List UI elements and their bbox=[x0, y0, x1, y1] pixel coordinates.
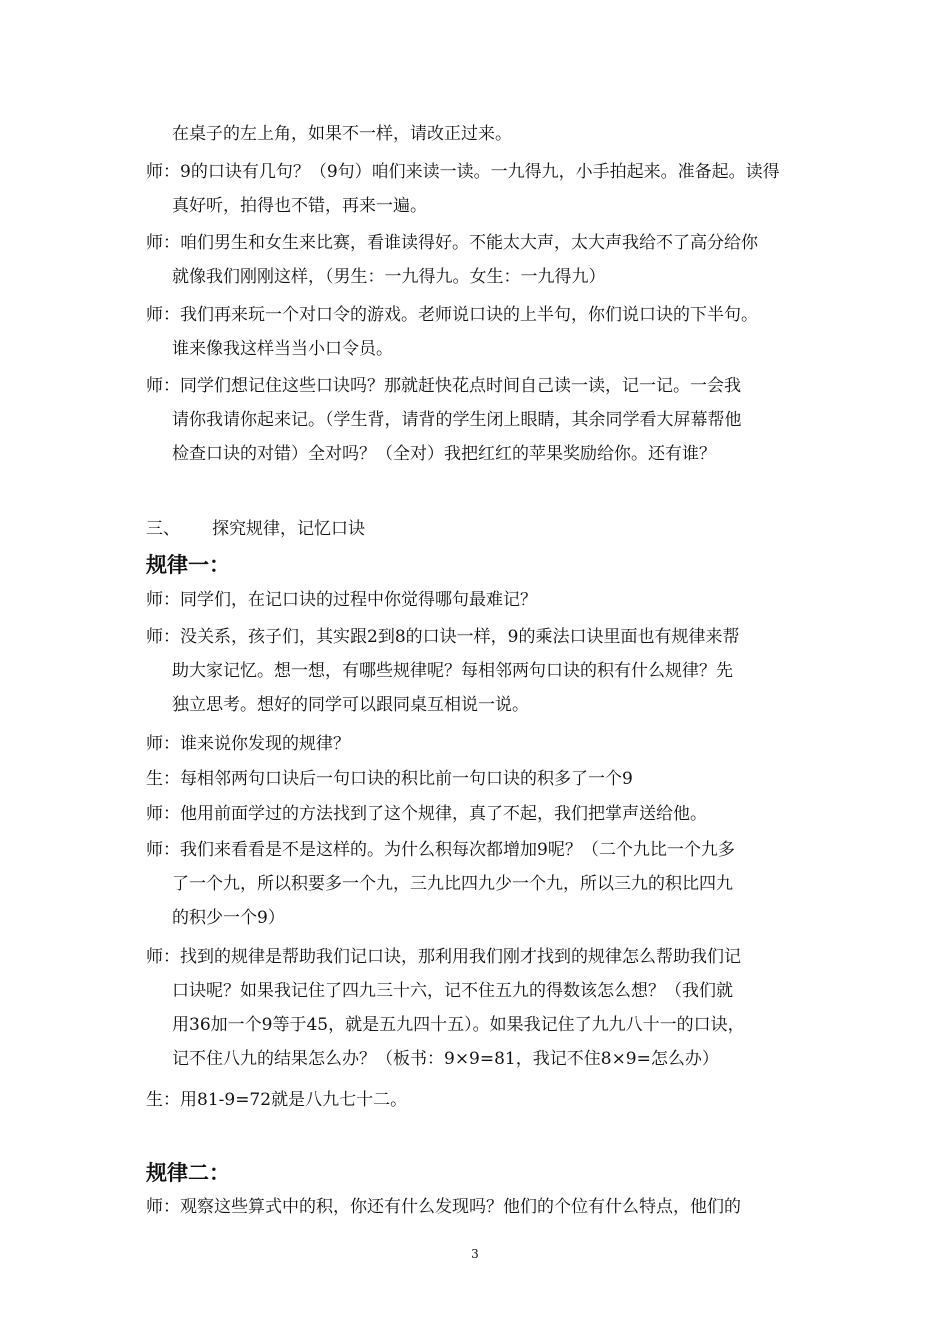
text-line: 生：每相邻两句口诀后一句口诀的积比前一句口诀的积多了一个9 bbox=[146, 769, 633, 789]
paragraph-8 bbox=[146, 727, 818, 761]
text-line: 独立思考。想好的同学可以跟同桌互相说一说。 bbox=[172, 695, 529, 715]
paragraph-4 bbox=[146, 298, 818, 366]
text-line: 师：同学们想记住这些口诀吗？那就赶快花点时间自己读一读，记一记。一会我 bbox=[146, 376, 741, 396]
text-line: 在桌子的左上角，如果不一样，请改正过来。 bbox=[172, 124, 512, 144]
paragraph-7 bbox=[146, 620, 818, 722]
text-line: 请你我请你起来记。（学生背，请背的学生闭上眼睛，其余同学看大屏幕帮他 bbox=[172, 410, 742, 430]
rule-two-heading: 规律二： bbox=[146, 1161, 230, 1185]
text-line: 检查口诀的对错）全对吗？（全对）我把红红的苹果奖励给你。还有谁？ bbox=[172, 444, 716, 464]
paragraph-13 bbox=[146, 1083, 818, 1117]
text-line: 师：我们再来玩一个对口令的游戏。老师说口诀的上半句，你们说口诀的下半句。 bbox=[146, 305, 758, 325]
paragraph-9 bbox=[146, 762, 818, 796]
paragraph-1 bbox=[146, 117, 818, 151]
text-line: 生：用81-9=72就是八九七十二。 bbox=[146, 1090, 408, 1110]
page-number: 3 bbox=[471, 1247, 479, 1261]
paragraph-14 bbox=[146, 1190, 818, 1224]
text-line: 师：咱们男生和女生来比赛，看谁读得好。不能太大声，太大声我给不了高分给你 bbox=[146, 233, 758, 253]
paragraph-12 bbox=[146, 940, 818, 1076]
text-line: 谁来像我这样当当小口令员。 bbox=[172, 339, 393, 359]
text-line: 口诀呢？如果我记住了四九三十六，记不住五九的得数该怎么想？（我们就 bbox=[172, 981, 733, 1001]
text-line: 真好听，拍得也不错，再来一遍。 bbox=[172, 196, 427, 216]
paragraph-3 bbox=[146, 226, 818, 294]
section-heading bbox=[146, 512, 365, 546]
paragraph-10 bbox=[146, 797, 818, 831]
text-line: 记不住八九的结果怎么办？（板书：9×9=81，我记不住8×9=怎么办） bbox=[172, 1049, 719, 1069]
paragraph-2 bbox=[146, 155, 818, 223]
text-line: 师：谁来说你发现的规律？ bbox=[146, 734, 350, 754]
text-line: 的积少一个9） bbox=[172, 908, 285, 928]
section-number: 三、 bbox=[146, 519, 180, 539]
rule-one-heading: 规律一： bbox=[146, 553, 230, 577]
text-line: 师：9的口诀有几句？（9句）咱们来读一读。一九得九，小手拍起来。准备起。读得 bbox=[146, 162, 780, 182]
paragraph-6 bbox=[146, 583, 818, 617]
text-line: 师：观察这些算式中的积，你还有什么发现吗？他们的个位有什么特点，他们的 bbox=[146, 1197, 741, 1217]
text-line: 师：同学们，在记口诀的过程中你觉得哪句最难记？ bbox=[146, 590, 537, 610]
text-line: 就像我们刚刚这样，（男生：一九得九。女生：一九得九） bbox=[172, 267, 606, 287]
paragraph-5 bbox=[146, 369, 818, 471]
text-line: 师：我们来看看是不是这样的。为什么积每次都增加9呢？（二个九比一个九多 bbox=[146, 840, 735, 860]
text-line: 师：没关系，孩子们，其实跟2到8的口诀一样，9的乘法口诀里面也有规律来帮 bbox=[146, 627, 740, 647]
text-line: 了一个九，所以积要多一个九，三九比四九少一个九，所以三九的积比四九 bbox=[172, 874, 733, 894]
text-line: 师：他用前面学过的方法找到了这个规律，真了不起，我们把掌声送给他。 bbox=[146, 804, 707, 824]
text-line: 师：找到的规律是帮助我们记口诀，那利用我们刚才找到的规律怎么帮助我们记 bbox=[146, 947, 741, 967]
text-line: 用36加一个9等于45，就是五九四十五）。如果我记住了九九八十一的口诀， bbox=[172, 1015, 745, 1035]
paragraph-11 bbox=[146, 833, 818, 935]
text-line: 助大家记忆。想一想，有哪些规律呢？每相邻两句口诀的积有什么规律？先 bbox=[172, 661, 733, 681]
section-title: 探究规律，记忆口诀 bbox=[212, 519, 365, 539]
